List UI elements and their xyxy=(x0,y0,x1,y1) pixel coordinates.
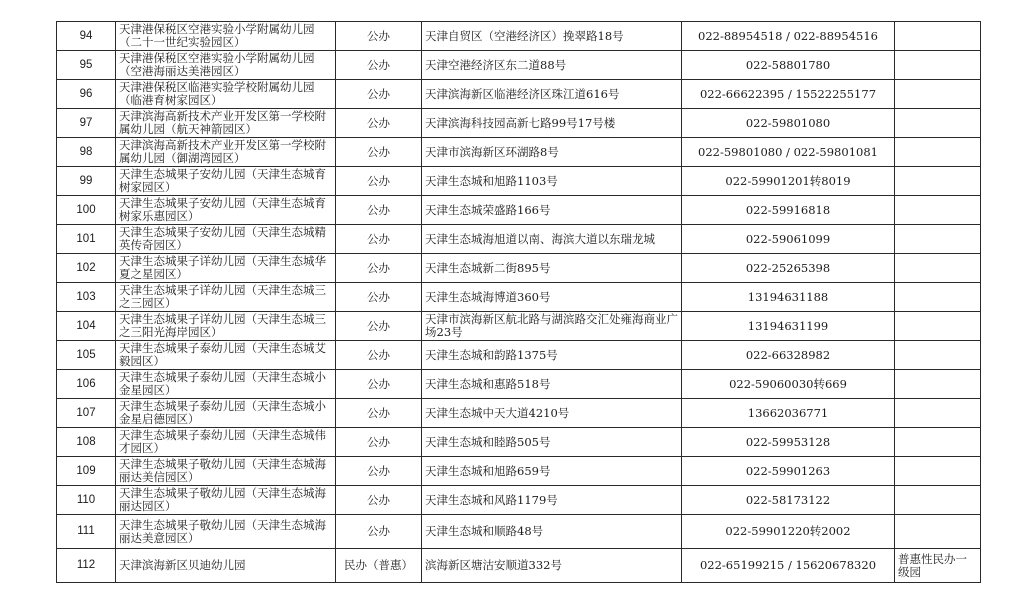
cell-address: 滨海新区塘沽安顺道332号 xyxy=(422,549,682,583)
cell-phone: 022-59061099 xyxy=(682,225,895,254)
table-row xyxy=(57,196,981,225)
cell-name: 天津生态城果子详幼儿园（天津生态城三之三阳光海岸园区） xyxy=(116,312,336,341)
cell-name: 天津滨海高新技术产业开发区第一学校附属幼儿园（御湖湾园区） xyxy=(116,138,336,167)
kindergarten-table xyxy=(56,21,981,583)
cell-type: 公办 xyxy=(336,196,422,225)
table-row xyxy=(57,22,981,51)
cell-phone: 13662036771 xyxy=(682,399,895,428)
cell-type: 公办 xyxy=(336,80,422,109)
cell-note xyxy=(895,109,981,138)
cell-phone: 022-59801080 xyxy=(682,109,895,138)
cell-type: 公办 xyxy=(336,138,422,167)
cell-type: 公办 xyxy=(336,22,422,51)
cell-type: 民办（普惠） xyxy=(336,549,422,583)
cell-phone: 022-59901263 xyxy=(682,457,895,486)
table-row xyxy=(57,486,981,515)
cell-note xyxy=(895,515,981,549)
table-row xyxy=(57,167,981,196)
cell-number: 97 xyxy=(57,109,116,138)
cell-name: 天津生态城果子安幼儿园（天津生态城育树家乐惠园区） xyxy=(116,196,336,225)
document-sheet xyxy=(56,21,980,594)
cell-number: 98 xyxy=(57,138,116,167)
table-row xyxy=(57,80,981,109)
cell-address: 天津生态城荣盛路166号 xyxy=(422,196,682,225)
cell-note xyxy=(895,370,981,399)
cell-address: 天津生态城和顺路48号 xyxy=(422,515,682,549)
cell-type: 公办 xyxy=(336,225,422,254)
cell-address: 天津生态城海旭道以南、海滨大道以东瑞龙城 xyxy=(422,225,682,254)
table-row xyxy=(57,399,981,428)
cell-address: 天津自贸区（空港经济区）挽翠路18号 xyxy=(422,22,682,51)
cell-note xyxy=(895,399,981,428)
cell-note xyxy=(895,138,981,167)
cell-note xyxy=(895,254,981,283)
table-row xyxy=(57,109,981,138)
cell-name: 天津生态城果子泰幼儿园（天津生态城伟才园区） xyxy=(116,428,336,457)
cell-note: 普惠性民办一级园 xyxy=(895,549,981,583)
cell-type: 公办 xyxy=(336,370,422,399)
cell-type: 公办 xyxy=(336,51,422,80)
cell-name: 天津滨海高新技术产业开发区第一学校附属幼儿园（航天神箭园区） xyxy=(116,109,336,138)
cell-address: 天津生态城中天大道4210号 xyxy=(422,399,682,428)
cell-address: 天津生态城海博道360号 xyxy=(422,283,682,312)
cell-note xyxy=(895,428,981,457)
cell-type: 公办 xyxy=(336,312,422,341)
table-row xyxy=(57,549,981,583)
cell-note xyxy=(895,51,981,80)
cell-name: 天津生态城果子敬幼儿园（天津生态城海丽达美信园区） xyxy=(116,457,336,486)
cell-note xyxy=(895,283,981,312)
cell-address: 天津生态城和睦路505号 xyxy=(422,428,682,457)
table-row xyxy=(57,283,981,312)
cell-address: 天津生态城和风路1179号 xyxy=(422,486,682,515)
cell-note xyxy=(895,196,981,225)
cell-phone: 022-59901201转8019 xyxy=(682,167,895,196)
cell-name: 天津滨海新区贝迪幼儿园 xyxy=(116,549,336,583)
table-body xyxy=(57,22,981,583)
cell-number: 107 xyxy=(57,399,116,428)
table-row xyxy=(57,51,981,80)
cell-type: 公办 xyxy=(336,283,422,312)
cell-phone: 13194631199 xyxy=(682,312,895,341)
cell-number: 100 xyxy=(57,196,116,225)
cell-address: 天津市滨海新区航北路与湖滨路交汇处雍海商业广场23号 xyxy=(422,312,682,341)
cell-phone: 022-59953128 xyxy=(682,428,895,457)
cell-type: 公办 xyxy=(336,428,422,457)
cell-phone: 022-58801780 xyxy=(682,51,895,80)
cell-phone: 022-59801080 / 022-59801081 xyxy=(682,138,895,167)
cell-number: 95 xyxy=(57,51,116,80)
cell-type: 公办 xyxy=(336,457,422,486)
cell-address: 天津生态城和韵路1375号 xyxy=(422,341,682,370)
cell-name: 天津港保税区空港实验小学附属幼儿园（空港海丽达美港园区） xyxy=(116,51,336,80)
table-row xyxy=(57,254,981,283)
cell-name: 天津港保税区临港实验学校附属幼儿园（临港育树家园区） xyxy=(116,80,336,109)
cell-name: 天津生态城果子泰幼儿园（天津生态城小金星园区） xyxy=(116,370,336,399)
cell-note xyxy=(895,225,981,254)
cell-number: 109 xyxy=(57,457,116,486)
table-row xyxy=(57,138,981,167)
cell-note xyxy=(895,457,981,486)
cell-phone: 022-59916818 xyxy=(682,196,895,225)
cell-address: 天津市滨海新区环湖路8号 xyxy=(422,138,682,167)
cell-note xyxy=(895,341,981,370)
table-row xyxy=(57,370,981,399)
cell-address: 天津滨海新区临港经济区珠江道616号 xyxy=(422,80,682,109)
cell-name: 天津生态城果子敬幼儿园（天津生态城海丽达美意园区） xyxy=(116,515,336,549)
cell-note xyxy=(895,22,981,51)
cell-number: 112 xyxy=(57,549,116,583)
table-row xyxy=(57,341,981,370)
cell-number: 103 xyxy=(57,283,116,312)
cell-type: 公办 xyxy=(336,341,422,370)
cell-address: 天津滨海科技园高新七路99号17号楼 xyxy=(422,109,682,138)
cell-phone: 022-25265398 xyxy=(682,254,895,283)
cell-name: 天津生态城果子详幼儿园（天津生态城华夏之星园区） xyxy=(116,254,336,283)
cell-type: 公办 xyxy=(336,515,422,549)
cell-phone: 022-58173122 xyxy=(682,486,895,515)
cell-type: 公办 xyxy=(336,486,422,515)
cell-number: 110 xyxy=(57,486,116,515)
table-row xyxy=(57,515,981,549)
table-row xyxy=(57,457,981,486)
table-row xyxy=(57,312,981,341)
cell-type: 公办 xyxy=(336,167,422,196)
cell-number: 96 xyxy=(57,80,116,109)
cell-note xyxy=(895,486,981,515)
cell-address: 天津生态城和旭路1103号 xyxy=(422,167,682,196)
cell-phone: 022-65199215 / 15620678320 xyxy=(682,549,895,583)
cell-phone: 022-59060030转669 xyxy=(682,370,895,399)
table-row xyxy=(57,225,981,254)
cell-name: 天津生态城果子安幼儿园（天津生态城育树家园区） xyxy=(116,167,336,196)
cell-name: 天津生态城果子安幼儿园（天津生态城精英传奇园区） xyxy=(116,225,336,254)
cell-name: 天津生态城果子泰幼儿园（天津生态城小金星启德园区） xyxy=(116,399,336,428)
cell-phone: 022-59901220转2002 xyxy=(682,515,895,549)
cell-note xyxy=(895,312,981,341)
cell-address: 天津空港经济区东二道88号 xyxy=(422,51,682,80)
table-row xyxy=(57,428,981,457)
cell-address: 天津生态城和旭路659号 xyxy=(422,457,682,486)
cell-number: 101 xyxy=(57,225,116,254)
cell-name: 天津生态城果子敬幼儿园（天津生态城海丽达园区） xyxy=(116,486,336,515)
cell-phone: 022-88954518 / 022-88954516 xyxy=(682,22,895,51)
cell-note xyxy=(895,167,981,196)
cell-number: 108 xyxy=(57,428,116,457)
cell-number: 94 xyxy=(57,22,116,51)
cell-note xyxy=(895,80,981,109)
cell-number: 105 xyxy=(57,341,116,370)
cell-address: 天津生态城新二街895号 xyxy=(422,254,682,283)
cell-number: 111 xyxy=(57,515,116,549)
cell-name: 天津生态城果子泰幼儿园（天津生态城艾毅园区） xyxy=(116,341,336,370)
cell-address: 天津生态城和惠路518号 xyxy=(422,370,682,399)
cell-type: 公办 xyxy=(336,254,422,283)
cell-name: 天津生态城果子详幼儿园（天津生态城三之三园区） xyxy=(116,283,336,312)
cell-phone: 13194631188 xyxy=(682,283,895,312)
cell-number: 106 xyxy=(57,370,116,399)
cell-type: 公办 xyxy=(336,109,422,138)
cell-type: 公办 xyxy=(336,399,422,428)
cell-name: 天津港保税区空港实验小学附属幼儿园（二十一世纪实验园区） xyxy=(116,22,336,51)
cell-phone: 022-66622395 / 15522255177 xyxy=(682,80,895,109)
cell-number: 99 xyxy=(57,167,116,196)
cell-phone: 022-66328982 xyxy=(682,341,895,370)
cell-number: 102 xyxy=(57,254,116,283)
cell-number: 104 xyxy=(57,312,116,341)
